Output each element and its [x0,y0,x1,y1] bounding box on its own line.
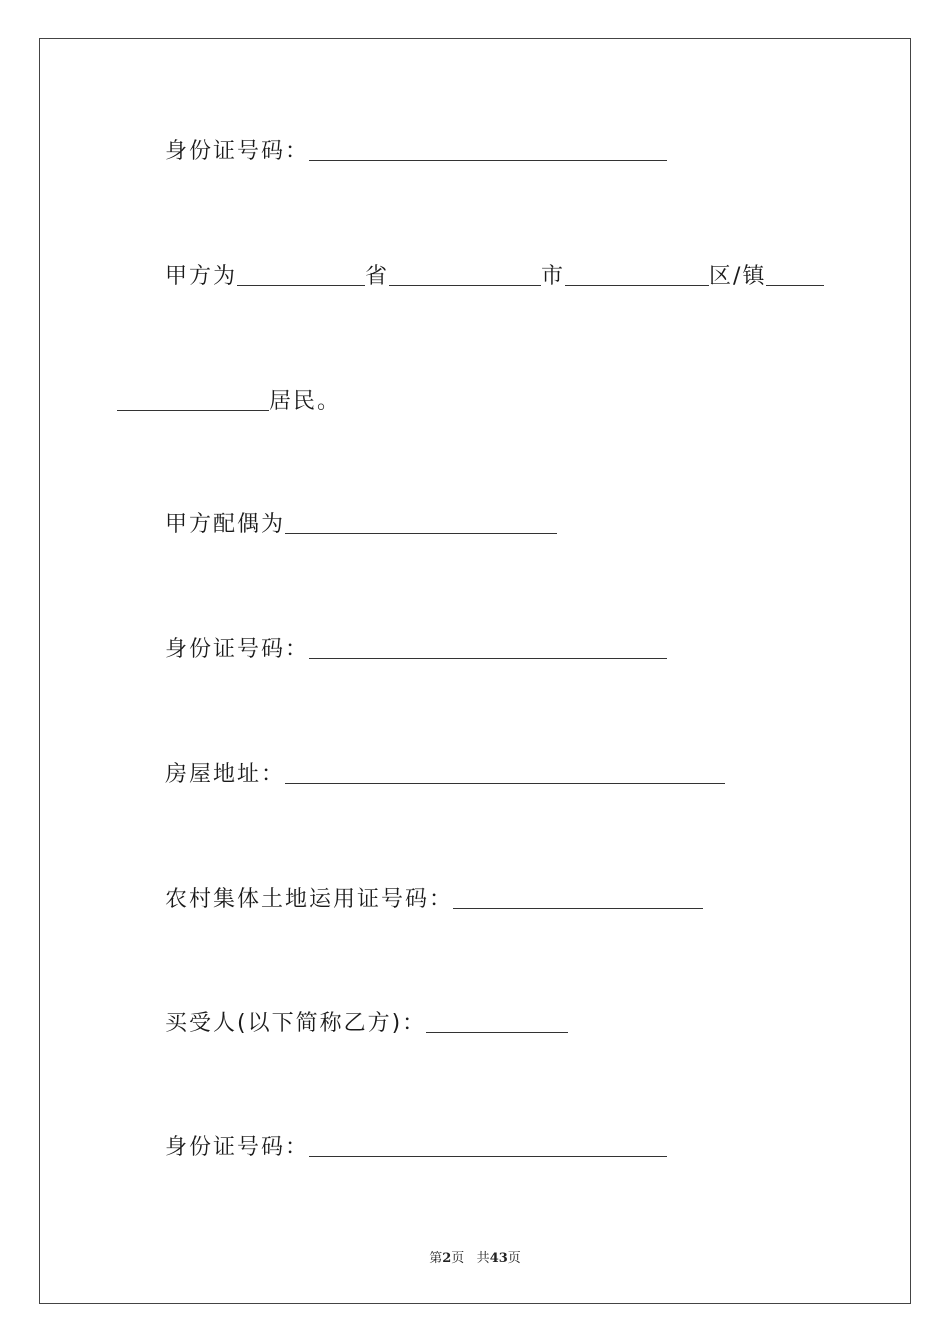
id-label-3: 身份证号码： [165,1135,310,1160]
city-label: 市 [541,264,566,289]
form-line-resident [117,385,341,415]
party-a-prefix: 甲方为 [165,264,238,289]
page-number: 2 [442,1251,452,1266]
resident-label: 居民。 [269,389,342,414]
town-blank-start[interactable] [766,263,824,286]
form-line-id-3 [165,1131,667,1161]
buyer-label: 买受人(以下简称乙方)： [165,1011,427,1036]
id-number-blank-1[interactable] [309,138,667,161]
total-suffix: 页 [507,1251,521,1266]
form-line-id-2 [165,633,667,663]
address-label: 房屋地址： [165,762,286,787]
page-suffix: 页 [451,1251,465,1266]
form-line-address [165,758,725,788]
city-blank[interactable] [389,263,541,286]
town-blank-end[interactable] [117,388,269,411]
spouse-blank[interactable] [285,511,557,534]
id-number-blank-2[interactable] [309,636,667,659]
page-prefix: 第 [429,1251,443,1266]
total-pages: 43 [489,1251,508,1266]
page-footer [0,1247,950,1266]
id-label-1: 身份证号码： [165,139,310,164]
province-label: 省 [365,264,390,289]
id-label-2: 身份证号码： [165,637,310,662]
form-line-land-cert [165,883,703,913]
district-label: 区/镇 [709,264,767,289]
form-line-spouse [165,508,557,538]
district-blank[interactable] [565,263,709,286]
spouse-label: 甲方配偶为 [165,512,286,537]
form-line-party-a [165,260,824,290]
total-prefix: 共 [476,1251,490,1266]
id-number-blank-3[interactable] [309,1134,667,1157]
page-frame [39,38,911,1304]
land-cert-label: 农村集体土地运用证号码： [165,887,454,912]
form-line-buyer [165,1007,568,1037]
address-blank[interactable] [285,761,725,784]
form-line-id-1 [165,135,667,165]
buyer-blank[interactable] [426,1010,568,1033]
province-blank[interactable] [237,263,365,286]
land-cert-blank[interactable] [453,886,703,909]
